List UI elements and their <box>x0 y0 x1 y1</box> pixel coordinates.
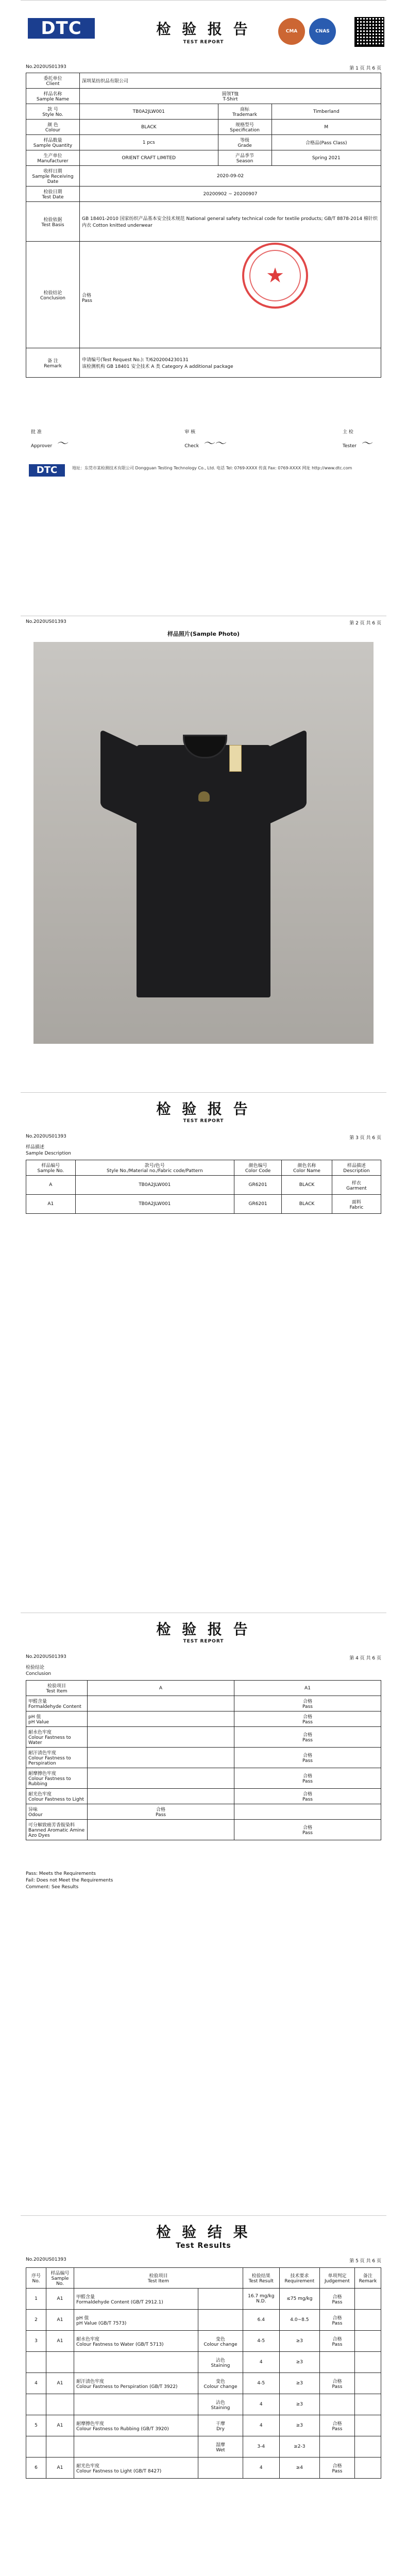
table-row <box>26 2373 381 2394</box>
table-cell <box>354 2289 381 2310</box>
notes-block <box>26 1871 113 1891</box>
table-cell: 4-5 <box>243 2331 279 2352</box>
test-date-label: 检验日期 Test Date <box>26 187 80 202</box>
table-cell: 4 <box>243 2352 279 2373</box>
page-number: 第 2 页 共 6 页 <box>349 621 381 626</box>
table-cell: 16.7 mg/kg N.D. <box>243 2289 279 2310</box>
report-number <box>26 1654 66 1659</box>
client-label: 委托单位 Client <box>26 73 80 89</box>
quantity-label: 样品数量 Sample Quantity <box>26 135 80 150</box>
report-no: 2020US01393 <box>33 1654 66 1659</box>
results-table <box>26 2267 381 2479</box>
column-header: 检验项目 Test Item <box>26 1681 88 1696</box>
table-cell: BLACK <box>282 1195 332 1214</box>
report-page-2 <box>21 616 386 1080</box>
table-cell: 6 <box>26 2458 46 2479</box>
report-no: 2020US01393 <box>33 64 66 70</box>
column-header: 检验结果 Test Result <box>243 2268 279 2289</box>
table-cell: 变色 Colour change <box>198 2373 243 2394</box>
table-cell <box>88 1748 234 1768</box>
conclusion-table <box>26 1680 381 1840</box>
table-cell: TB0A2JLW001 <box>75 1195 234 1214</box>
table-cell: 合格 Pass <box>234 1727 381 1748</box>
season-label: 产品季节 Season <box>218 150 272 166</box>
conclusion-label: 检验结论 Conclusion <box>26 242 80 348</box>
spec-value: M <box>272 120 381 135</box>
table-row <box>26 2352 381 2373</box>
table-cell: 合格 Pass <box>88 1804 234 1820</box>
page-number: 第 4 页 共 6 页 <box>349 1656 381 1661</box>
table-cell: 合格 Pass <box>234 1696 381 1711</box>
table-cell: 合格 Pass <box>320 2289 355 2310</box>
report-no: 2020US01393 <box>33 2257 66 2262</box>
received-label: 收样日期 Sample Receiving Date <box>26 166 80 187</box>
report-title-cn: 检 验 报 告 <box>156 1100 251 1117</box>
sample-photo <box>33 642 374 1044</box>
table-cell <box>26 2436 46 2458</box>
table-cell: ≥3 <box>279 2373 319 2394</box>
page-number: 第 5 页 共 6 页 <box>349 2259 381 2264</box>
table-cell: 4 <box>243 2394 279 2415</box>
results-title-cn: 检 验 结 果 <box>156 2224 251 2241</box>
table-cell: 5 <box>26 2415 46 2436</box>
table-row <box>26 202 381 242</box>
official-seal-icon: ★ <box>242 243 308 309</box>
table-cell: 可分解致癌芳香胺染料 Banned Aromatic Amine Azo Dyes <box>26 1820 88 1840</box>
report-title-en: TEST REPORT <box>183 40 224 45</box>
accreditation-badges <box>278 18 355 49</box>
table-cell: 合格 Pass <box>320 2458 355 2479</box>
report-number <box>26 619 66 624</box>
table-cell <box>74 2394 198 2415</box>
table-cell: 沾色 Staining <box>198 2394 243 2415</box>
report-page-3 <box>21 1092 386 1556</box>
table-cell <box>88 1696 234 1711</box>
column-header: A <box>88 1681 234 1696</box>
column-header: 样品编号 Sample No. <box>26 1160 76 1176</box>
table-row <box>26 2436 381 2458</box>
table-row <box>26 2394 381 2415</box>
table-cell <box>88 1789 234 1804</box>
table-header-row <box>26 1681 381 1696</box>
grade-label: 等级 Grade <box>218 135 272 150</box>
report-title-cn: 检 验 报 告 <box>156 1621 251 1638</box>
signature-row <box>31 428 376 451</box>
table-cell: 耐汗渍色牢度 Colour Fastness to Perspiration <box>26 1748 88 1768</box>
table-row <box>26 89 381 104</box>
section-title: 检验结论 Conclusion <box>26 1665 52 1676</box>
page-number: 第 1 页 共 6 页 <box>349 66 381 71</box>
report-no: 2020US01393 <box>33 1134 66 1139</box>
approver-label: 批 准 Approver <box>31 430 53 449</box>
table-cell: 4 <box>243 2458 279 2479</box>
table-row <box>26 1789 381 1804</box>
table-cell: GR6201 <box>234 1195 282 1214</box>
table-cell: 耐水色牢度 Colour Fastness to Water <box>26 1727 88 1748</box>
table-cell: 4.0~8.5 <box>279 2310 319 2331</box>
footer-logo: DTC <box>29 464 65 477</box>
remark-label: 备 注 Remark <box>26 348 80 378</box>
column-header: 样品编号 Sample No. <box>46 2268 74 2289</box>
table-cell <box>74 2436 198 2458</box>
table-cell <box>354 2310 381 2331</box>
table-cell: pH 值 pH Value (GB/T 7573) <box>74 2310 198 2331</box>
table-cell: BLACK <box>282 1176 332 1195</box>
table-row <box>26 73 381 89</box>
table-cell: A1 <box>46 2289 74 2310</box>
colour-label: 颜 色 Colour <box>26 120 80 135</box>
table-cell: ≤75 mg/kg <box>279 2289 319 2310</box>
report-no-label: No. <box>26 1134 33 1139</box>
cnas-badge-icon: CNAS <box>309 18 336 45</box>
table-cell: 合格 Pass <box>234 1820 381 1840</box>
table-cell: pH 值 pH Value <box>26 1711 88 1727</box>
sample-name-value: 圆领T恤 T-Shirt <box>80 89 381 104</box>
checker-label: 审 核 Check <box>184 430 199 449</box>
table-row <box>26 1804 381 1820</box>
table-cell: 3 <box>26 2331 46 2352</box>
table-cell: GR6201 <box>234 1176 282 1195</box>
table-row <box>26 120 381 135</box>
table-row <box>26 2289 381 2310</box>
table-cell: ≥3 <box>279 2415 319 2436</box>
table-cell: ≥3 <box>279 2331 319 2352</box>
table-cell <box>354 2352 381 2373</box>
table-cell <box>46 2352 74 2373</box>
table-cell: 合格 Pass <box>320 2373 355 2394</box>
table-cell: 湿摩 Wet <box>198 2436 243 2458</box>
table-cell: 4-5 <box>243 2373 279 2394</box>
column-header: 备注 Remark <box>354 2268 381 2289</box>
column-header: A1 <box>234 1681 381 1696</box>
quantity-value: 1 pcs <box>80 135 218 150</box>
report-number-row <box>26 64 381 71</box>
table-cell <box>46 2436 74 2458</box>
report-no-label: No. <box>26 64 33 70</box>
note-line: Fail: Does not Meet the Requirements <box>26 1878 113 1883</box>
table-cell: 3-4 <box>243 2436 279 2458</box>
table-cell: 变色 Colour change <box>198 2331 243 2352</box>
table-row <box>26 187 381 202</box>
table-cell <box>198 2458 243 2479</box>
table-cell: 样衣 Garment <box>332 1176 381 1195</box>
table-cell: TB0A2JLW001 <box>75 1176 234 1195</box>
sample-name-label: 样品名称 Sample Name <box>26 89 80 104</box>
basis-label: 检验依据 Test Basis <box>26 202 80 242</box>
report-title-en: TEST REPORT <box>183 1639 224 1644</box>
results-rows <box>26 2289 381 2479</box>
table-cell <box>354 2436 381 2458</box>
report-page-4 <box>21 1613 386 2077</box>
table-row <box>26 150 381 166</box>
table-row <box>26 1820 381 1840</box>
column-header: 单项判定 Judgement <box>320 2268 355 2289</box>
table-cell <box>198 2289 243 2310</box>
table-row <box>26 166 381 187</box>
table-cell: ≥3 <box>279 2394 319 2415</box>
manufacturer-value: ORIENT CRAFT LIMITED <box>80 150 218 166</box>
table-cell <box>88 1711 234 1727</box>
remark-value: 申请编号(Test Request No.): T/6202004230131 该检测机构 GB 18401 安全技术 A 类 Category A additional package <box>80 348 381 378</box>
table-cell: 1 <box>26 2289 46 2310</box>
table-row <box>26 2310 381 2331</box>
table-cell: 耐水色牢度 Colour Fastness to Water (GB/T 5713) <box>74 2331 198 2352</box>
note-line: Comment: See Results <box>26 1885 79 1890</box>
table-cell: 6.4 <box>243 2310 279 2331</box>
table-cell <box>320 2436 355 2458</box>
cma-badge-icon: CMA <box>278 18 305 45</box>
table-cell: 4 <box>243 2415 279 2436</box>
column-header: 检验项目 Test Item <box>74 2268 243 2289</box>
footer-address: 地址：东莞市某检测技术有限公司 Dongguan Testing Technology Co., Ltd. 电话 Tel: 0769-XXXX 传真 Fax: 0769-XXXX 网址 http://www.dtc.com <box>72 466 352 470</box>
table-row <box>26 1696 381 1711</box>
report-number <box>26 2257 66 2262</box>
tester-signature: 〜 <box>360 437 372 450</box>
section-title: 样品描述 Sample Description <box>26 1145 71 1156</box>
table-cell <box>234 1804 381 1820</box>
tester-label: 主 检 Tester <box>343 430 357 449</box>
report-title-cn: 检 验 报 告 <box>156 21 251 38</box>
table-cell <box>88 1768 234 1789</box>
report-no-label: No. <box>26 2257 33 2262</box>
table-cell: 耐光色牢度 Colour Fastness to Light (GB/T 8427) <box>74 2458 198 2479</box>
conclusion-value <box>80 242 381 348</box>
report-page-1 <box>21 0 386 549</box>
column-header: 款号/色号 Style No./Material no./Fabric code/Pattern <box>75 1160 234 1176</box>
style-no-value: TB0A2JLW001 <box>80 104 218 120</box>
table-cell <box>354 2458 381 2479</box>
table-cell: 合格 Pass <box>320 2331 355 2352</box>
table-cell: ≥2-3 <box>279 2436 319 2458</box>
table-cell: 耐汗渍色牢度 Colour Fastness to Perspiration (GB/T 3922) <box>74 2373 198 2394</box>
test-date-value: 20200902 ~ 20200907 <box>80 187 381 202</box>
table-cell: 4 <box>26 2373 46 2394</box>
table-cell <box>320 2394 355 2415</box>
spec-label: 规格型号 Specification <box>218 120 272 135</box>
report-no-label: No. <box>26 619 33 624</box>
table-cell: 合格 Pass <box>234 1711 381 1727</box>
table-cell <box>354 2331 381 2352</box>
table-cell: 耐摩擦色牢度 Colour Fastness to Rubbing (GB/T 3920) <box>74 2415 198 2436</box>
table-cell: 干摩 Dry <box>198 2415 243 2436</box>
table-row <box>26 1727 381 1748</box>
table-cell <box>354 2394 381 2415</box>
sample-description-table <box>26 1160 381 1214</box>
table-cell: A1 <box>46 2331 74 2352</box>
table-cell: A1 <box>26 1195 76 1214</box>
table-cell <box>354 2373 381 2394</box>
table-cell: 合格 Pass <box>320 2415 355 2436</box>
column-header: 颜色编号 Color Code <box>234 1160 282 1176</box>
approver-signature: 〜 <box>56 437 68 450</box>
column-header: 技术要求 Requirement <box>279 2268 319 2289</box>
table-cell <box>198 2310 243 2331</box>
table-cell <box>74 2352 198 2373</box>
table-cell: 异味 Odour <box>26 1804 88 1820</box>
received-value: 2020-09-02 <box>80 166 381 187</box>
table-row <box>26 2458 381 2479</box>
dtc-logo: DTC <box>28 18 95 39</box>
table-cell: A1 <box>46 2310 74 2331</box>
column-header: 样品描述 Description <box>332 1160 381 1176</box>
table-cell: 甲醛含量 Formaldehyde Content <box>26 1696 88 1711</box>
season-value: Spring 2021 <box>272 150 381 166</box>
table-cell: A1 <box>46 2415 74 2436</box>
table-row <box>26 242 381 348</box>
table-row <box>26 2415 381 2436</box>
table-cell <box>320 2352 355 2373</box>
report-number <box>26 1134 66 1139</box>
page-number: 第 3 页 共 6 页 <box>349 1136 381 1141</box>
table-row <box>26 2331 381 2352</box>
table-row <box>26 348 381 378</box>
table-cell: 沾色 Staining <box>198 2352 243 2373</box>
qr-code-icon <box>354 17 384 47</box>
column-header: 序号 No. <box>26 2268 46 2289</box>
table-row <box>26 1748 381 1768</box>
table-cell: ≥3 <box>279 2352 319 2373</box>
table-cell <box>46 2394 74 2415</box>
report-page-5 <box>21 2215 386 2576</box>
table-header-row <box>26 2268 381 2289</box>
grade-value: 合格品(Pass Class) <box>272 135 381 150</box>
column-header: 颜色名称 Color Name <box>282 1160 332 1176</box>
note-line: Pass: Meets the Requirements <box>26 1871 96 1876</box>
basis-value: GB 18401-2010 国家纺织产品基本安全技术规范 National general safety technical code for textile products; GB/T 8878-2014 棉针织内衣 Cotton knitted underwear <box>80 202 381 242</box>
trademark-value: Timberland <box>272 104 381 120</box>
report-info-table <box>26 73 381 378</box>
report-header <box>21 13 386 59</box>
table-cell: A1 <box>46 2373 74 2394</box>
checker-signature: 〜〜 <box>202 437 226 450</box>
tshirt-image-icon <box>100 714 307 1003</box>
table-row <box>26 104 381 120</box>
sample-photo-title: 样品照片(Sample Photo) <box>167 631 240 637</box>
colour-value: BLACK <box>80 120 218 135</box>
table-cell: 合格 Pass <box>234 1789 381 1804</box>
table-row <box>26 1195 381 1214</box>
table-cell: 耐光色牢度 Colour Fastness to Light <box>26 1789 88 1804</box>
table-cell: 耐摩擦色牢度 Colour Fastness to Rubbing <box>26 1768 88 1789</box>
table-cell: ≥4 <box>279 2458 319 2479</box>
table-cell: A1 <box>46 2458 74 2479</box>
table-header-row <box>26 1160 381 1176</box>
table-cell: 合格 Pass <box>234 1748 381 1768</box>
table-row <box>26 1176 381 1195</box>
table-row <box>26 1711 381 1727</box>
table-row <box>26 1768 381 1789</box>
report-title-en: TEST REPORT <box>183 1118 224 1124</box>
table-row <box>26 135 381 150</box>
report-no: 2020US01393 <box>33 619 66 624</box>
manufacturer-label: 生产单位 Manufacturer <box>26 150 80 166</box>
table-cell <box>26 2394 46 2415</box>
table-cell: 面料 Fabric <box>332 1195 381 1214</box>
table-cell: 2 <box>26 2310 46 2331</box>
client-value: 深圳某纺织品有限公司 <box>80 73 381 89</box>
table-cell: A <box>26 1176 76 1195</box>
table-cell <box>88 1727 234 1748</box>
table-cell: 合格 Pass <box>234 1768 381 1789</box>
trademark-label: 商标 Trademark <box>218 104 272 120</box>
style-no-label: 款 号 Style No. <box>26 104 80 120</box>
conclusion-text: 合格 Pass <box>82 293 92 303</box>
results-title-en: Test Results <box>176 2242 231 2250</box>
table-cell: 甲醛含量 Formaldehyde Content (GB/T 2912.1) <box>74 2289 198 2310</box>
table-cell <box>354 2415 381 2436</box>
table-cell <box>88 1820 234 1840</box>
table-cell: 合格 Pass <box>320 2310 355 2331</box>
table-cell <box>26 2352 46 2373</box>
report-no-label: No. <box>26 1654 33 1659</box>
